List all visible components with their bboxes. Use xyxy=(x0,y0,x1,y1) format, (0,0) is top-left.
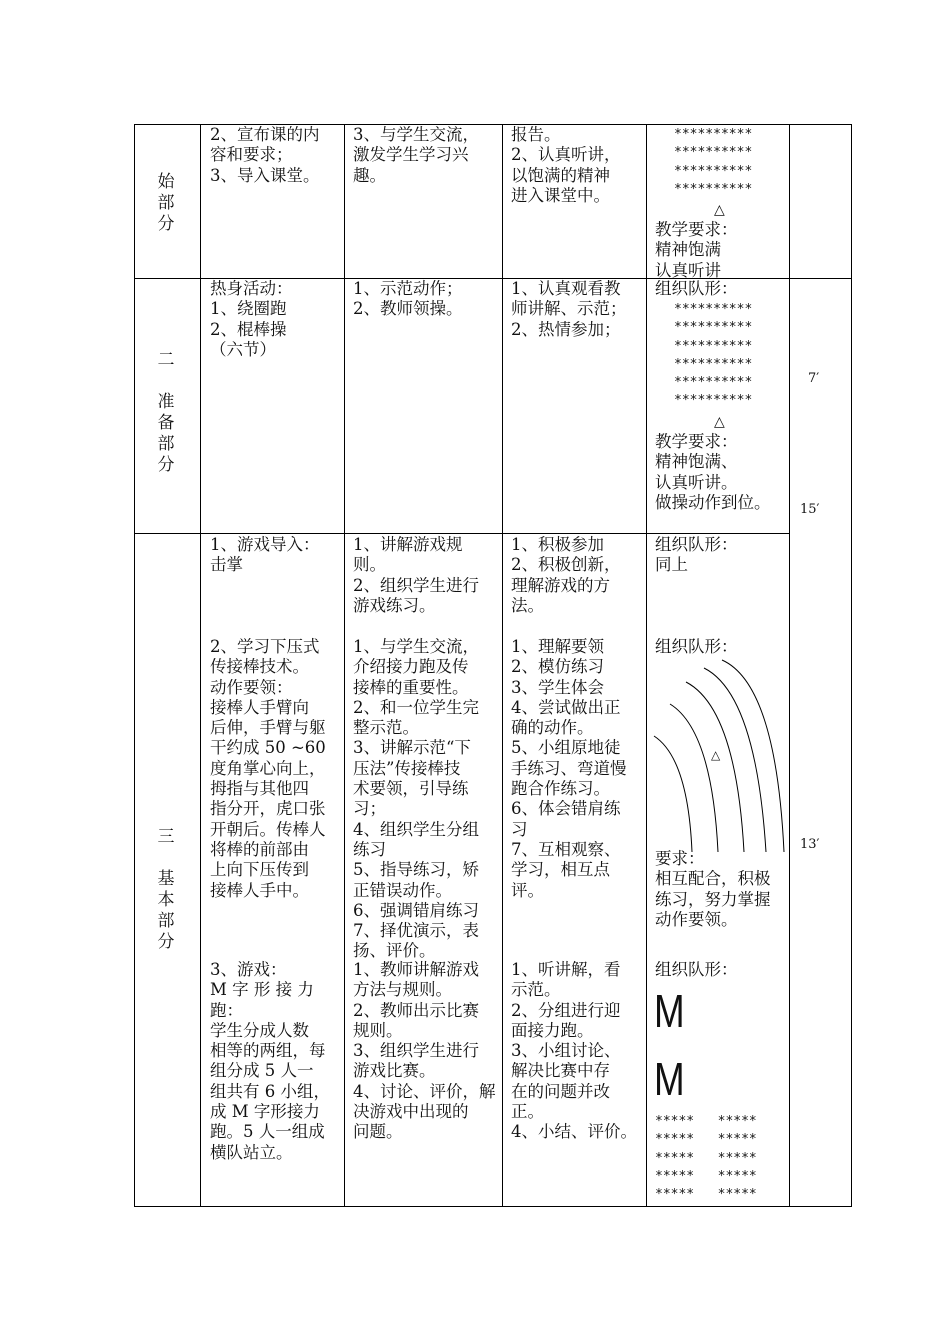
teacher-position-icon: △ xyxy=(714,414,725,430)
row2-time-a: 7′ xyxy=(808,371,820,386)
column-divider-2 xyxy=(344,124,345,1207)
row1-formation-stars: ********** ********** ********** ********** xyxy=(674,127,753,197)
row2-formation-stars: ********** ********** ********** ********** ********** ********** xyxy=(674,302,753,409)
row1-teacher: 3、与学生交流， 激发学生学习兴 趣。 xyxy=(353,125,479,185)
row3-content-b: 2、学习下压式 传接棒技术。 动作要领： 接棒人手臂向 后伸，手臂与躯 干约成 50 ~60 度角掌心向上， 拇指与其他四 指分开，虎口张 开朝后。传棒人 将棒的前部由 上向下压传到 接棒人手中。 xyxy=(210,637,326,900)
row3-teacher-a: 1、讲解游戏规 则。 2、组织学生进行 游戏练习。 xyxy=(353,535,479,615)
section-label-prep: 二 准 备 部 分 xyxy=(157,350,175,475)
row3-requirement-b: 要求： 相互配合，积极 练习，努力掌握 动作要领。 xyxy=(655,849,771,929)
row3-student-a: 1、积极参加 2、积极创新， 理解游戏的方 法。 xyxy=(511,535,621,615)
row3-content-a: 1、游戏导入： 击掌 xyxy=(210,535,320,575)
row3-time-c: 13′ xyxy=(800,837,820,852)
teacher-position-icon: △ xyxy=(714,202,725,218)
column-divider-3 xyxy=(502,124,503,1207)
row2-time-b: 15′ xyxy=(800,502,820,517)
table-border-right xyxy=(851,124,852,1207)
row3-formation-a: 组织队形： 同上 xyxy=(655,535,738,575)
track-lane-1 xyxy=(654,736,692,852)
row3-teacher-c: 1、教师讲解游戏 方法与规则。 2、教师出示比赛 规则。 3、组织学生进行 游戏比赛。 4、讨论、评价，解 决游戏中出现的 问题。 xyxy=(353,960,496,1142)
column-divider-4 xyxy=(646,124,647,1207)
row3-teacher-b: 1、与学生交流， 介绍接力跑及传 接棒的重要性。 2、和一位学生完 整示范。 3、讲解示范“下 压法”传接棒技 术要领，引导练 习； 4、组织学生分组 练习 5、指导练习，矫 正错误动作。 6、强调错肩练习 7、择优演示，表 扬、评价。 xyxy=(353,637,479,961)
track-lane-3 xyxy=(686,682,744,852)
row3-formation-b: 组织队形： xyxy=(655,637,738,656)
row2-formation-label: 组织队形： xyxy=(655,279,738,298)
row3-formation-stars: ***** ***** ***** ***** ***** ***** ***** ***** ***** ***** xyxy=(655,1114,757,1203)
row-divider-2 xyxy=(134,533,789,534)
row1-student: 报告。 2、认真听讲， 以饱满的精神 进入课堂中。 xyxy=(511,125,621,205)
row3-content-c: 3、游戏： M 字 形 接 力 跑： 学生分成人数 相等的两组，每 组分成 5 人一 组共有 6 小组， 成 M 字形接力 跑。5 人一组成 横队站立。 xyxy=(210,960,330,1162)
row3-student-c: 1、听讲解，看 示范。 2、分组进行迎 面接力跑。 3、小组讨论、 解决比赛中存 在的问题并改 正。 4、小结、评价。 xyxy=(511,960,637,1142)
section-label-start: 始 部 分 xyxy=(157,172,175,234)
row2-content: 热身活动： 1、绕圈跑 2、棍棒操 （六节） xyxy=(210,279,293,359)
row2-requirement: 教学要求： 精神饱满、 认真听讲。 做操动作到位。 xyxy=(655,432,771,512)
track-lane-2 xyxy=(670,704,721,852)
table-border-bottom xyxy=(134,1206,852,1207)
row1-requirement: 教学要求： 精神饱满 认真听讲 xyxy=(655,220,738,280)
m-formation-symbol-2: M xyxy=(654,1053,685,1105)
row1-content: 2、宣布课的内 容和要求； 3、导入课堂。 xyxy=(210,125,320,185)
column-divider-1 xyxy=(200,124,201,1207)
lesson-plan-table xyxy=(134,124,852,1207)
section-label-basic: 三 基 本 部 分 xyxy=(157,827,175,952)
row3-student-b: 1、理解要领 2、模仿练习 3、学生体会 4、尝试做出正 确的动作。 5、小组原地徒 手练习、弯道慢 跑合作练习。 6、体会错肩练 习 7、互相观察、 学习，相互点 评。 xyxy=(511,637,627,900)
runner-position-icon: △ xyxy=(711,748,721,762)
table-border-left xyxy=(134,124,135,1207)
row2-teacher: 1、示范动作； 2、教师领操。 xyxy=(353,279,463,319)
m-formation-symbol-1: M xyxy=(654,985,685,1037)
row3-formation-c: 组织队形： xyxy=(655,960,738,979)
row2-student: 1、认真观看教 师讲解、示范； 2、热情参加； xyxy=(511,279,627,339)
